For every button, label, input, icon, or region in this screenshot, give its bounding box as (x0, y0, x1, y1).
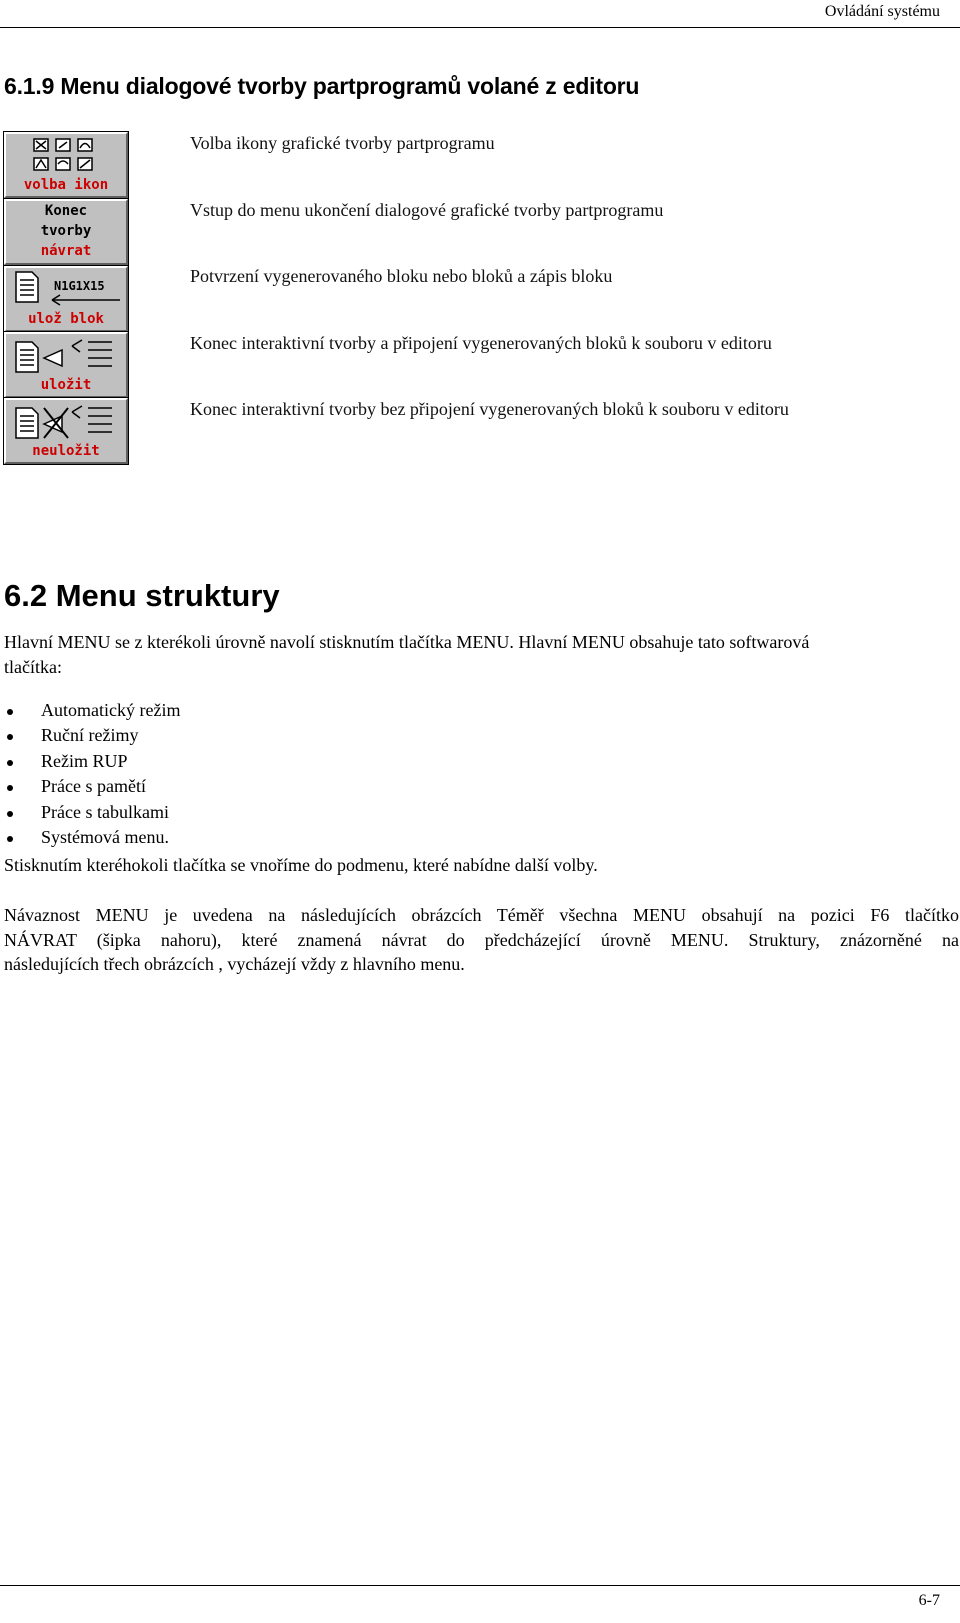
main-menu-list (4, 698, 180, 850)
intro-line1: Hlavní MENU se z kterékoli úrovně navolí stisknutím tlačítka MENU. Hlavní MENU obsahuje tato softwarová (4, 632, 810, 652)
list-item: Práce s tabulkami (4, 800, 180, 825)
description-konec-tvorby: Vstup do menu ukončení dialogové grafické tvorby partprogramu (190, 200, 664, 220)
section-heading-6-1-9: 6.1.9 Menu dialogové tvorby partprogramů volané z editoru (4, 73, 640, 99)
description-neulozit: Konec interaktivní tvorby bez připojení vygenerovaných bloků k souboru v editoru (190, 399, 789, 419)
description-volba-ikon: Volba ikony grafické tvorby partprogramu (190, 133, 495, 153)
list-item: Automatický režim (4, 698, 180, 723)
section-heading-6-2: 6.2 Menu struktury (4, 578, 280, 613)
button-label: ulož blok (28, 311, 104, 327)
para2-line3: následujících třech obrázcích , vycházejí vždy z hlavního menu. (4, 954, 465, 974)
uloz-blok-button[interactable] (4, 266, 128, 332)
icon-grid-icon (28, 136, 108, 176)
button-label-line2: tvorby (40, 223, 92, 239)
navaznost-paragraph (4, 903, 959, 977)
button-label-line1: Konec (44, 203, 88, 219)
button-label: neuložit (32, 443, 100, 459)
volba-ikon-button[interactable] (4, 132, 128, 198)
ulozit-button[interactable] (4, 332, 128, 398)
konec-tvorby-navrat-button[interactable] (4, 199, 128, 265)
discard-icon (8, 402, 128, 442)
description-uloz-blok: Potvrzení vygenerovaného bloku nebo bloků a zápis bloku (190, 266, 613, 286)
button-label: volba ikon (23, 177, 109, 193)
para2-line1: Návaznost MENU je uvedena na následujících obrázcích Téměř všechna MENU obsahují na pozici F6 tlačítko (4, 905, 959, 925)
save-block-icon (8, 270, 128, 310)
header-rule (0, 27, 960, 28)
button-label: uložit (40, 377, 92, 393)
button-label-line3: návrat (40, 243, 92, 259)
footer-rule (0, 1585, 960, 1586)
para2-line2: NÁVRAT (šipka nahoru), které znamená návrat do předcházející úrovně MENU. Struktury, znázorněné na (4, 929, 959, 950)
list-item: Ruční režimy (4, 723, 180, 748)
intro-paragraph (4, 630, 959, 679)
page-number: 6-7 (918, 1592, 940, 1609)
list-item: Režim RUP (4, 749, 180, 774)
header-title: Ovládání systému (824, 3, 940, 20)
neulozit-button[interactable] (4, 398, 128, 464)
description-ulozit: Konec interaktivní tvorby a připojení vygenerovaných bloků k souboru v editoru (190, 333, 772, 353)
save-to-file-icon (8, 336, 128, 376)
list-item: Systémová menu. (4, 825, 180, 850)
after-bullets-text: Stisknutím kteréhokoli tlačítka se vnoříme do podmenu, které nabídne další volby. (4, 855, 598, 875)
list-item: Práce s pamětí (4, 774, 180, 799)
intro-line2: tlačítka: (4, 656, 62, 677)
icon-text: N1G1X15 (54, 279, 105, 293)
